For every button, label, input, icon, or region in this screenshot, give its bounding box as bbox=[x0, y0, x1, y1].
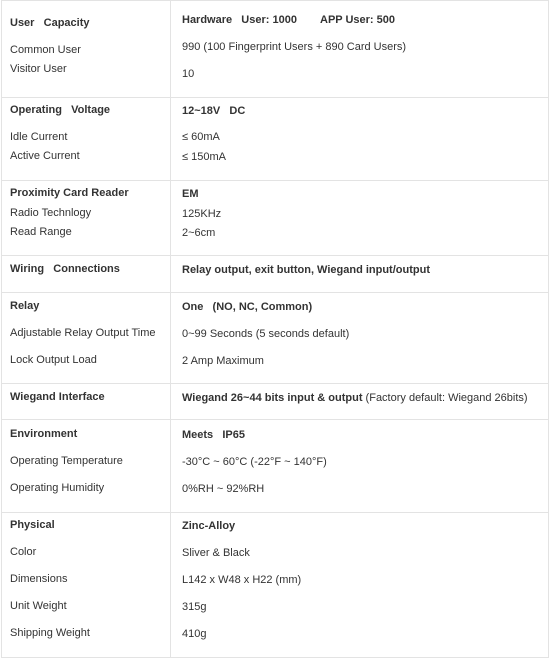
section-divider bbox=[2, 292, 548, 293]
wiegand-spec: Wiegand 26~44 bits input & output bbox=[182, 392, 363, 404]
row-label-radio-technology: Radio Technlogy bbox=[10, 207, 92, 219]
row-label-read-range: Read Range bbox=[10, 226, 72, 238]
row-label-idle-current: Idle Current bbox=[10, 131, 68, 143]
section-divider bbox=[2, 255, 548, 256]
row-label-common-user: Common User bbox=[10, 44, 81, 56]
section-title-operating-voltage: Operating Voltage bbox=[10, 104, 111, 116]
row-value-idle-current: ≤ 60mA bbox=[182, 131, 220, 143]
section-title-environment: Environment bbox=[10, 428, 78, 440]
row-label-lock-output-load: Lock Output Load bbox=[10, 354, 97, 366]
row-label-active-current: Active Current bbox=[10, 150, 80, 162]
row-label-color: Color bbox=[10, 546, 37, 558]
row-label-operating-temperature: Operating Temperature bbox=[10, 455, 123, 467]
row-label-operating-humidity: Operating Humidity bbox=[10, 482, 105, 494]
row-value-common-user: 990 (100 Fingerprint Users + 890 Card Users) bbox=[182, 41, 407, 53]
section-value-card-type: EM bbox=[182, 188, 199, 200]
row-value-color: Sliver & Black bbox=[182, 547, 250, 559]
row-value-lock-output-load: 2 Amp Maximum bbox=[182, 355, 264, 367]
row-label-relay-output-time: Adjustable Relay Output Time bbox=[10, 327, 156, 339]
section-title-wiegand-interface: Wiegand Interface bbox=[10, 391, 105, 403]
row-label-visitor-user: Visitor User bbox=[10, 63, 67, 75]
section-value-wiring: Relay output, exit button, Wiegand input/output bbox=[182, 264, 430, 276]
row-value-operating-temperature: -30°C ~ 60°C (-22°F ~ 140°F) bbox=[182, 456, 327, 468]
row-value-unit-weight: 315g bbox=[182, 601, 207, 613]
section-value-voltage: 12~18V DC bbox=[182, 105, 246, 117]
row-label-shipping-weight: Shipping Weight bbox=[10, 627, 90, 639]
section-title-relay: Relay bbox=[10, 300, 40, 312]
row-label-unit-weight: Unit Weight bbox=[10, 600, 67, 612]
section-divider bbox=[2, 419, 548, 420]
section-title-wiring-connections: Wiring Connections bbox=[10, 263, 120, 275]
section-value-wiegand bbox=[182, 392, 528, 405]
section-divider bbox=[2, 97, 548, 98]
row-value-relay-output-time: 0~99 Seconds (5 seconds default) bbox=[182, 328, 350, 340]
row-value-shipping-weight: 410g bbox=[182, 628, 207, 640]
row-label-dimensions: Dimensions bbox=[10, 573, 68, 585]
wiegand-default-note: (Factory default: Wiegand 26bits) bbox=[362, 392, 528, 404]
row-value-radio-technology: 125KHz bbox=[182, 208, 222, 220]
section-value-hardware-users: Hardware User: 1000 bbox=[182, 14, 297, 26]
spec-table bbox=[1, 0, 549, 658]
section-divider bbox=[2, 383, 548, 384]
row-value-read-range: 2~6cm bbox=[182, 227, 216, 239]
section-value-relay: One (NO, NC, Common) bbox=[182, 301, 313, 313]
row-value-dimensions: L142 x W48 x H22 (mm) bbox=[182, 574, 302, 586]
section-divider bbox=[2, 180, 548, 181]
row-value-visitor-user: 10 bbox=[182, 68, 195, 80]
section-title-proximity-card-reader: Proximity Card Reader bbox=[10, 187, 129, 199]
row-value-active-current: ≤ 150mA bbox=[182, 151, 226, 163]
section-title-user-capacity: User Capacity bbox=[10, 17, 90, 29]
column-divider bbox=[170, 1, 171, 657]
section-value-environment: Meets IP65 bbox=[182, 429, 245, 441]
section-value-material: Zinc-Alloy bbox=[182, 520, 236, 532]
row-value-operating-humidity: 0%RH ~ 92%RH bbox=[182, 483, 265, 495]
section-value-app-users: APP User: 500 bbox=[320, 14, 396, 26]
section-divider bbox=[2, 512, 548, 513]
section-title-physical: Physical bbox=[10, 519, 55, 531]
